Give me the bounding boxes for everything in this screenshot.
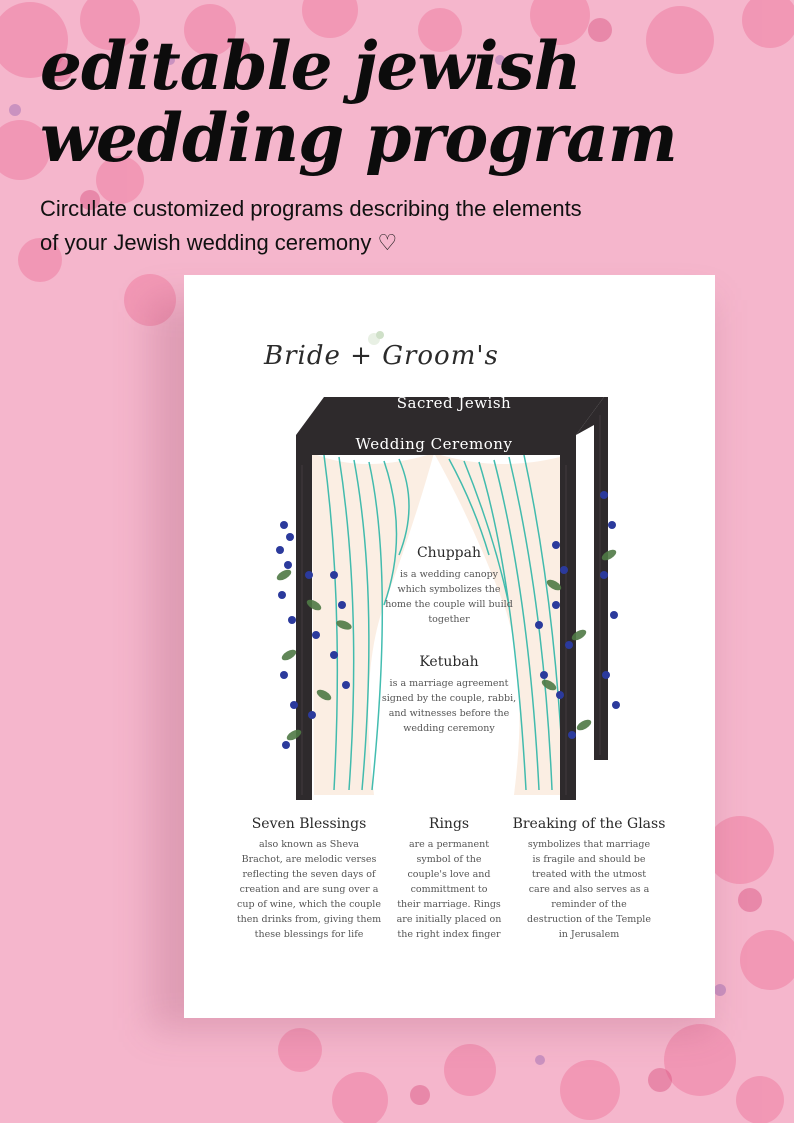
desc-line: in Jerusalem [558, 929, 620, 940]
desc-line: wedding ceremony [403, 723, 495, 734]
subtitle-line-1: Circulate customized programs describing the elements [40, 196, 582, 221]
program-preview [184, 275, 715, 1018]
desc-line: symbol of the [416, 854, 482, 865]
desc-line: is fragile and should be [532, 854, 646, 865]
desc-line: and witnesses before the [388, 708, 510, 719]
desc-line: symbolizes that marriage [527, 839, 651, 850]
desc-line: is a marriage agreement [389, 678, 509, 689]
breaking-glass-title: Breaking of the Glass [512, 816, 666, 832]
seven-blessings-desc [229, 837, 389, 942]
rings-desc [389, 837, 509, 942]
desc-line: is a wedding canopy [399, 569, 499, 580]
desc-line: the right index finger [397, 929, 501, 940]
chuppah-desc [364, 567, 534, 627]
desc-line: destruction of the Temple [527, 914, 651, 925]
desc-line: treated with the utmost [531, 869, 647, 880]
rings-title: Rings [428, 816, 470, 832]
desc-line: are initially placed on [396, 914, 502, 925]
headline [40, 27, 760, 177]
desc-line: together [428, 614, 470, 625]
desc-line: cup of wine, which the couple [237, 899, 381, 910]
desc-line: committment to [410, 884, 488, 895]
subtitle-line-2: of your Jewish wedding ceremony ♡ [40, 230, 398, 255]
canopy-line-1: Sacred Jewish [396, 394, 512, 412]
subtitle [40, 192, 740, 260]
headline-line-2: wedding program [40, 99, 677, 177]
desc-line: are a permanent [408, 839, 490, 850]
chuppah-title: Chuppah [416, 545, 482, 561]
headline-line-1: editable jewish [40, 27, 581, 105]
canopy-line-2: Wedding Ceremony [355, 435, 513, 453]
desc-line: reflecting the seven days of [242, 869, 376, 880]
desc-line: creation and are sung over a [239, 884, 379, 895]
desc-line: which symbolizes the [397, 584, 501, 595]
script-title: Bride + Groom's [264, 341, 499, 371]
desc-line: these blessings for life [254, 929, 364, 940]
desc-line: their marriage. Rings [397, 899, 501, 910]
desc-line: then drinks from, giving them [236, 914, 382, 925]
desc-line: couple's love and [407, 869, 491, 880]
desc-line: Brachot, are melodic verses [241, 854, 377, 865]
ketubah-title: Ketubah [419, 654, 479, 670]
desc-line: also known as Sheva [258, 839, 360, 850]
desc-line: signed by the couple, rabbi, [381, 693, 517, 704]
desc-line: home the couple will build [385, 599, 513, 610]
desc-line: reminder of the [551, 899, 627, 910]
breaking-glass-desc [509, 837, 669, 942]
ketubah-desc [364, 676, 534, 736]
desc-line: care and also serves as a [528, 884, 650, 895]
seven-blessings-title: Seven Blessings [251, 816, 367, 832]
